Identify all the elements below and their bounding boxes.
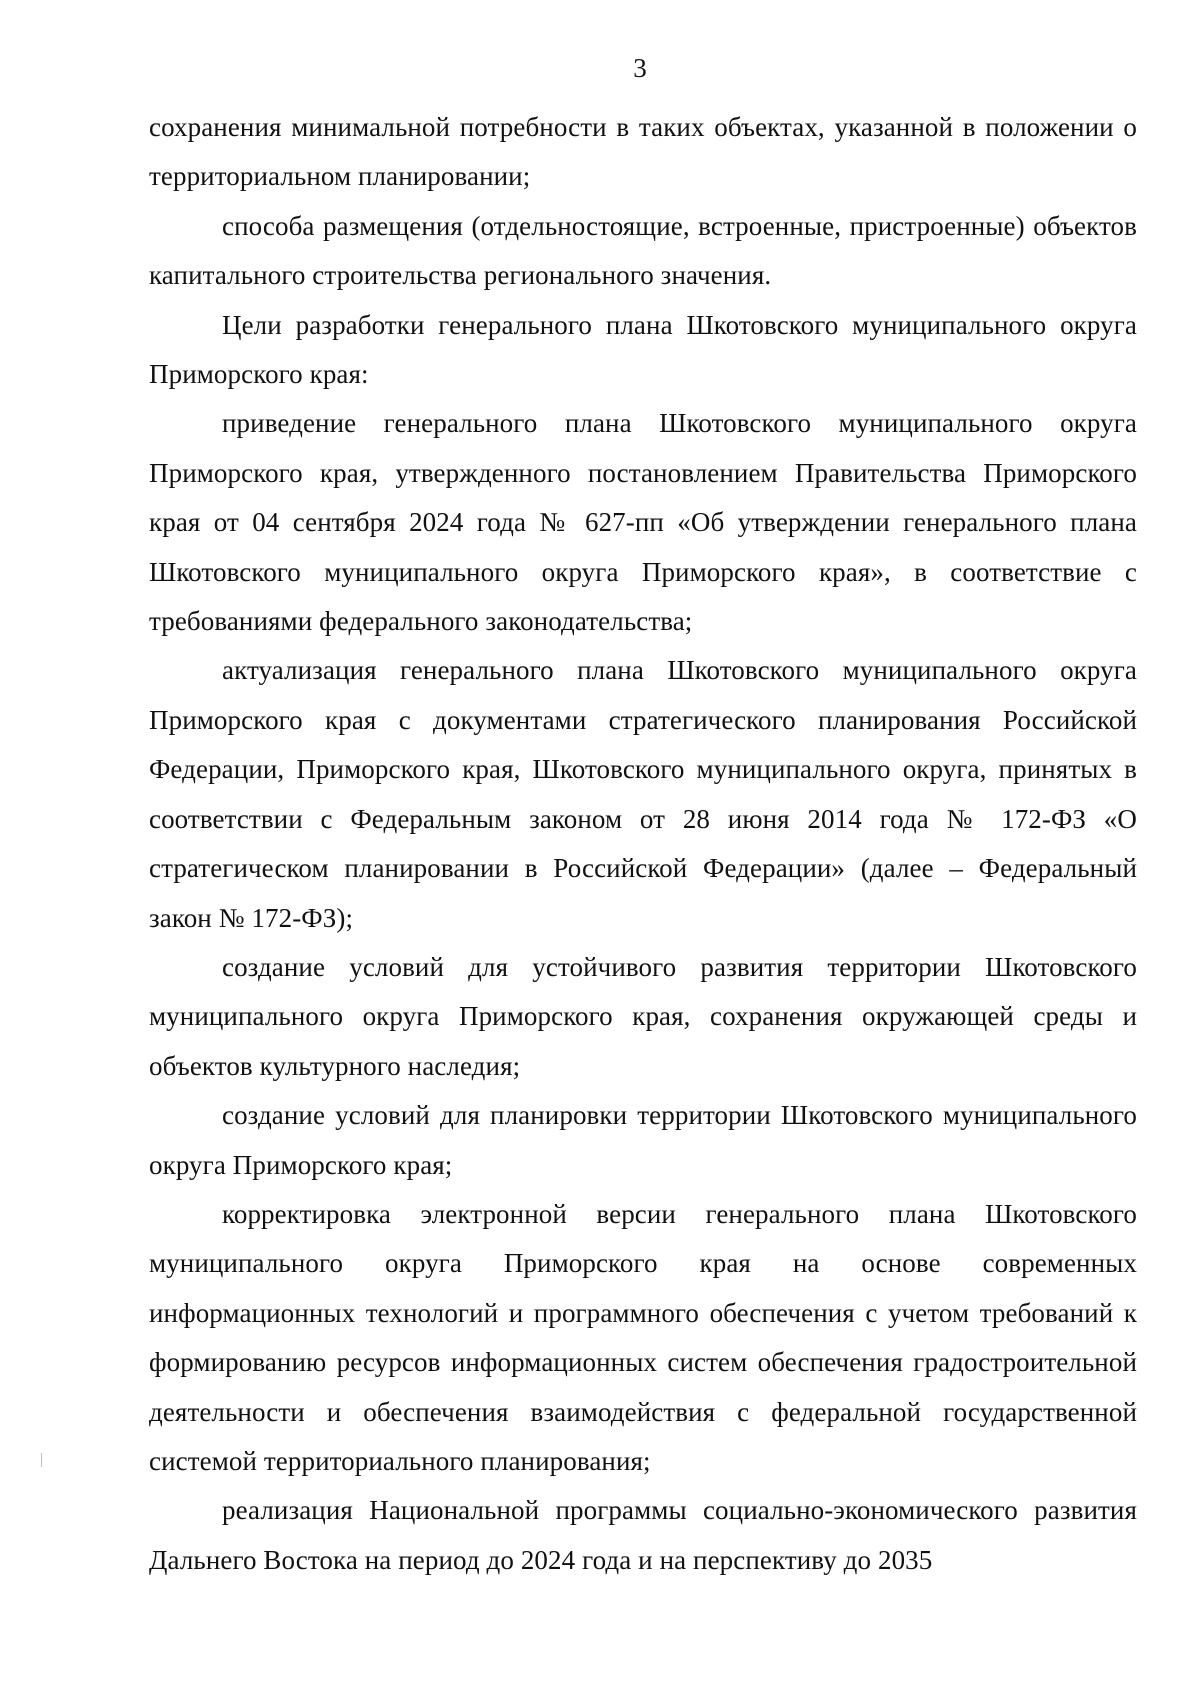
paragraph-3: Цели разработки генерального плана Шкотовского муниципального округа Приморского края: — [149, 309, 1137, 390]
paragraph-9: реализация Национальной программы социально-экономического развития Дальнего Востока на период до 2024 года и на перспективу до 2035 — [149, 1495, 1137, 1575]
paragraph-7: создание условий для планировки территории Шкотовского муниципального округа Приморского края; — [149, 1100, 1137, 1180]
page-number: 3 — [633, 53, 647, 83]
paragraph-8: корректировка электронной версии генерального плана Шкотовского муниципального округа Приморского края на основе современных информационных технологий и программного обеспечения с учетом требований к формированию ресурсов информационных систем обеспечения градостроительной деятельности и обеспечения взаимодействия с федеральной государственной системой территориального планирования; — [149, 1198, 1137, 1476]
paragraph-6: создание условий для устойчивого развития территории Шкотовского муниципального округа Приморского края, сохранения окружающей среды и объектов культурного наследия; — [149, 951, 1137, 1081]
paragraph-1: сохранения минимальной потребности в таких объектах, указанной в положении о территориальном планировании; — [149, 112, 1137, 192]
document-body — [149, 103, 1137, 1585]
paragraph-5: актуализация генерального плана Шкотовского муниципального округа Приморского края с документами стратегического планирования Российской Федерации, Приморского края, Шкотовского муниципального округа, принятых в соответствии с Федеральным законом от 28 июня 2014 года № 172-ФЗ «О стратегическом планировании в Российской Федерации» (далее – Федеральный закон № 172-ФЗ); — [149, 655, 1137, 933]
paragraph-4: приведение генерального плана Шкотовского муниципального округа Приморского края, утвержденного постановлением Правительства Приморского края от 04 сентября 2024 года № 627-пп «Об утверждении генерального плана Шкотовского муниципального округа Приморского края», в соответствие с требованиями федерального законодательства; — [149, 408, 1137, 637]
scan-artifact-mark — [41, 1453, 42, 1467]
paragraph-2: способа размещения (отдельностоящие, встроенные, пристроенные) объектов капитального строительства регионального значения. — [149, 210, 1137, 291]
